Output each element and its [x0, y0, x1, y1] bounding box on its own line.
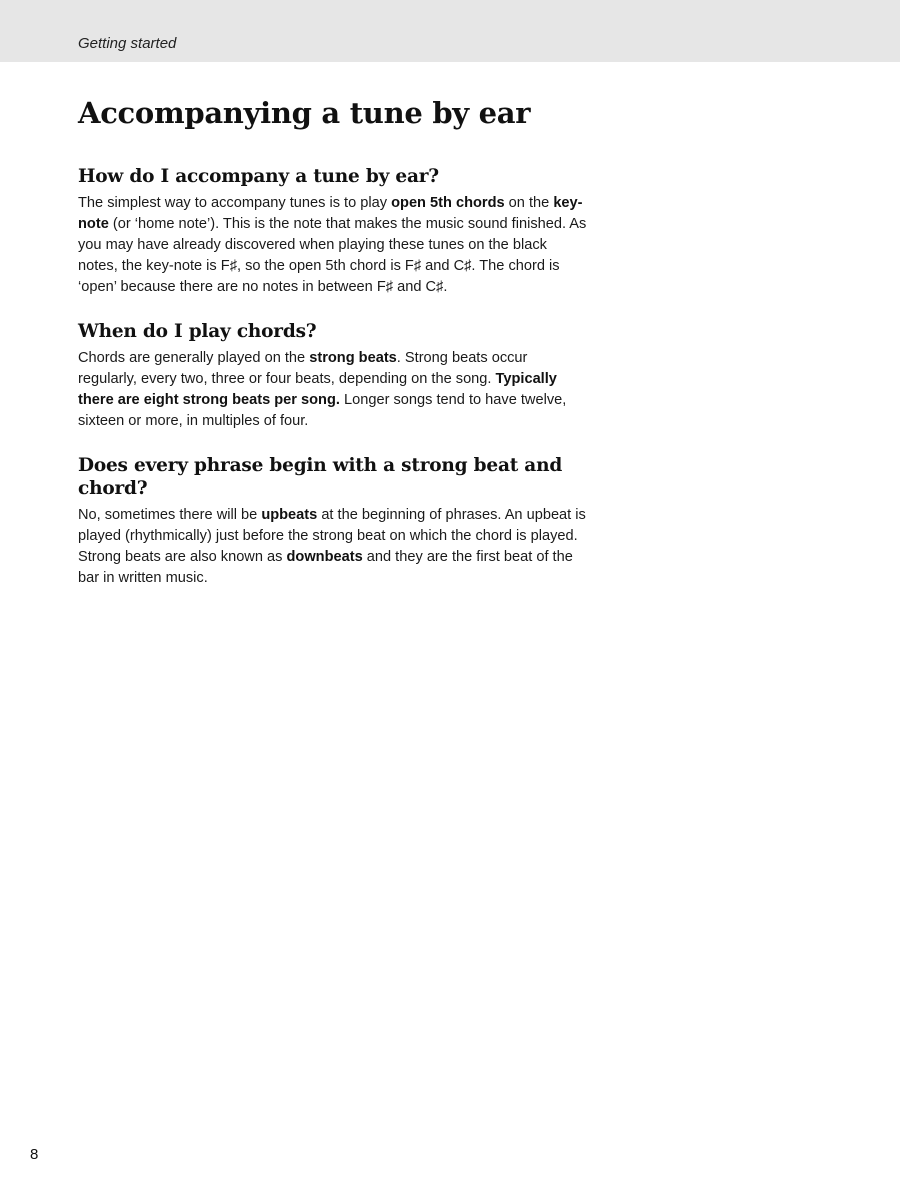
section-heading: Does every phrase begin with a strong beat and chord?: [78, 455, 563, 500]
bold-term: Typically there are eight strong beats per song.: [78, 371, 557, 409]
section-paragraph: [78, 505, 588, 589]
text-run: on the: [504, 194, 554, 211]
running-header: [0, 0, 900, 62]
bold-term: downbeats: [286, 549, 363, 566]
text-run: Chords are generally played on the: [78, 350, 310, 367]
section-when-chords: [78, 320, 588, 432]
text-run: . Strong beats occur regularly, every two, three or four beats, depending on the song.: [78, 350, 528, 388]
bold-term: upbeats: [261, 507, 318, 524]
text-run: (or ‘home note’). This is the note that makes the music sound finished. As you may have already discovered when playing these tunes on the black notes, the key-note is F♯, so the open 5th chord is F♯ and C♯. The chord is ‘open’ because there are no notes in between F♯ and C♯.: [78, 215, 587, 295]
section-heading: How do I accompany a tune by ear?: [78, 165, 439, 187]
section-label: Getting started: [78, 35, 177, 52]
section-phrase-begin: [78, 454, 588, 589]
page-content: [78, 96, 588, 611]
section-paragraph: [78, 193, 588, 298]
bold-term: open 5th chords: [391, 194, 505, 211]
page-title: Accompanying a tune by ear: [78, 96, 531, 130]
text-run: and they are the first beat of the bar in written music.: [78, 549, 573, 587]
section-heading: When do I play chords?: [78, 320, 317, 342]
text-run: The simplest way to accompany tunes is to play: [78, 194, 392, 211]
page-number: 8: [30, 1146, 39, 1163]
section-how-accompany: [78, 165, 588, 298]
text-run: Longer songs tend to have twelve, sixteen or more, in multiples of four.: [78, 392, 567, 430]
text-run: No, sometimes there will be: [78, 507, 262, 524]
section-paragraph: [78, 348, 588, 432]
bold-term: key-note: [78, 194, 583, 232]
bold-term: strong beats: [309, 350, 397, 367]
text-run: at the beginning of phrases. An upbeat is played (rhythmically) just before the strong beat on which the chord is played. Strong beats are also known as: [78, 507, 586, 566]
